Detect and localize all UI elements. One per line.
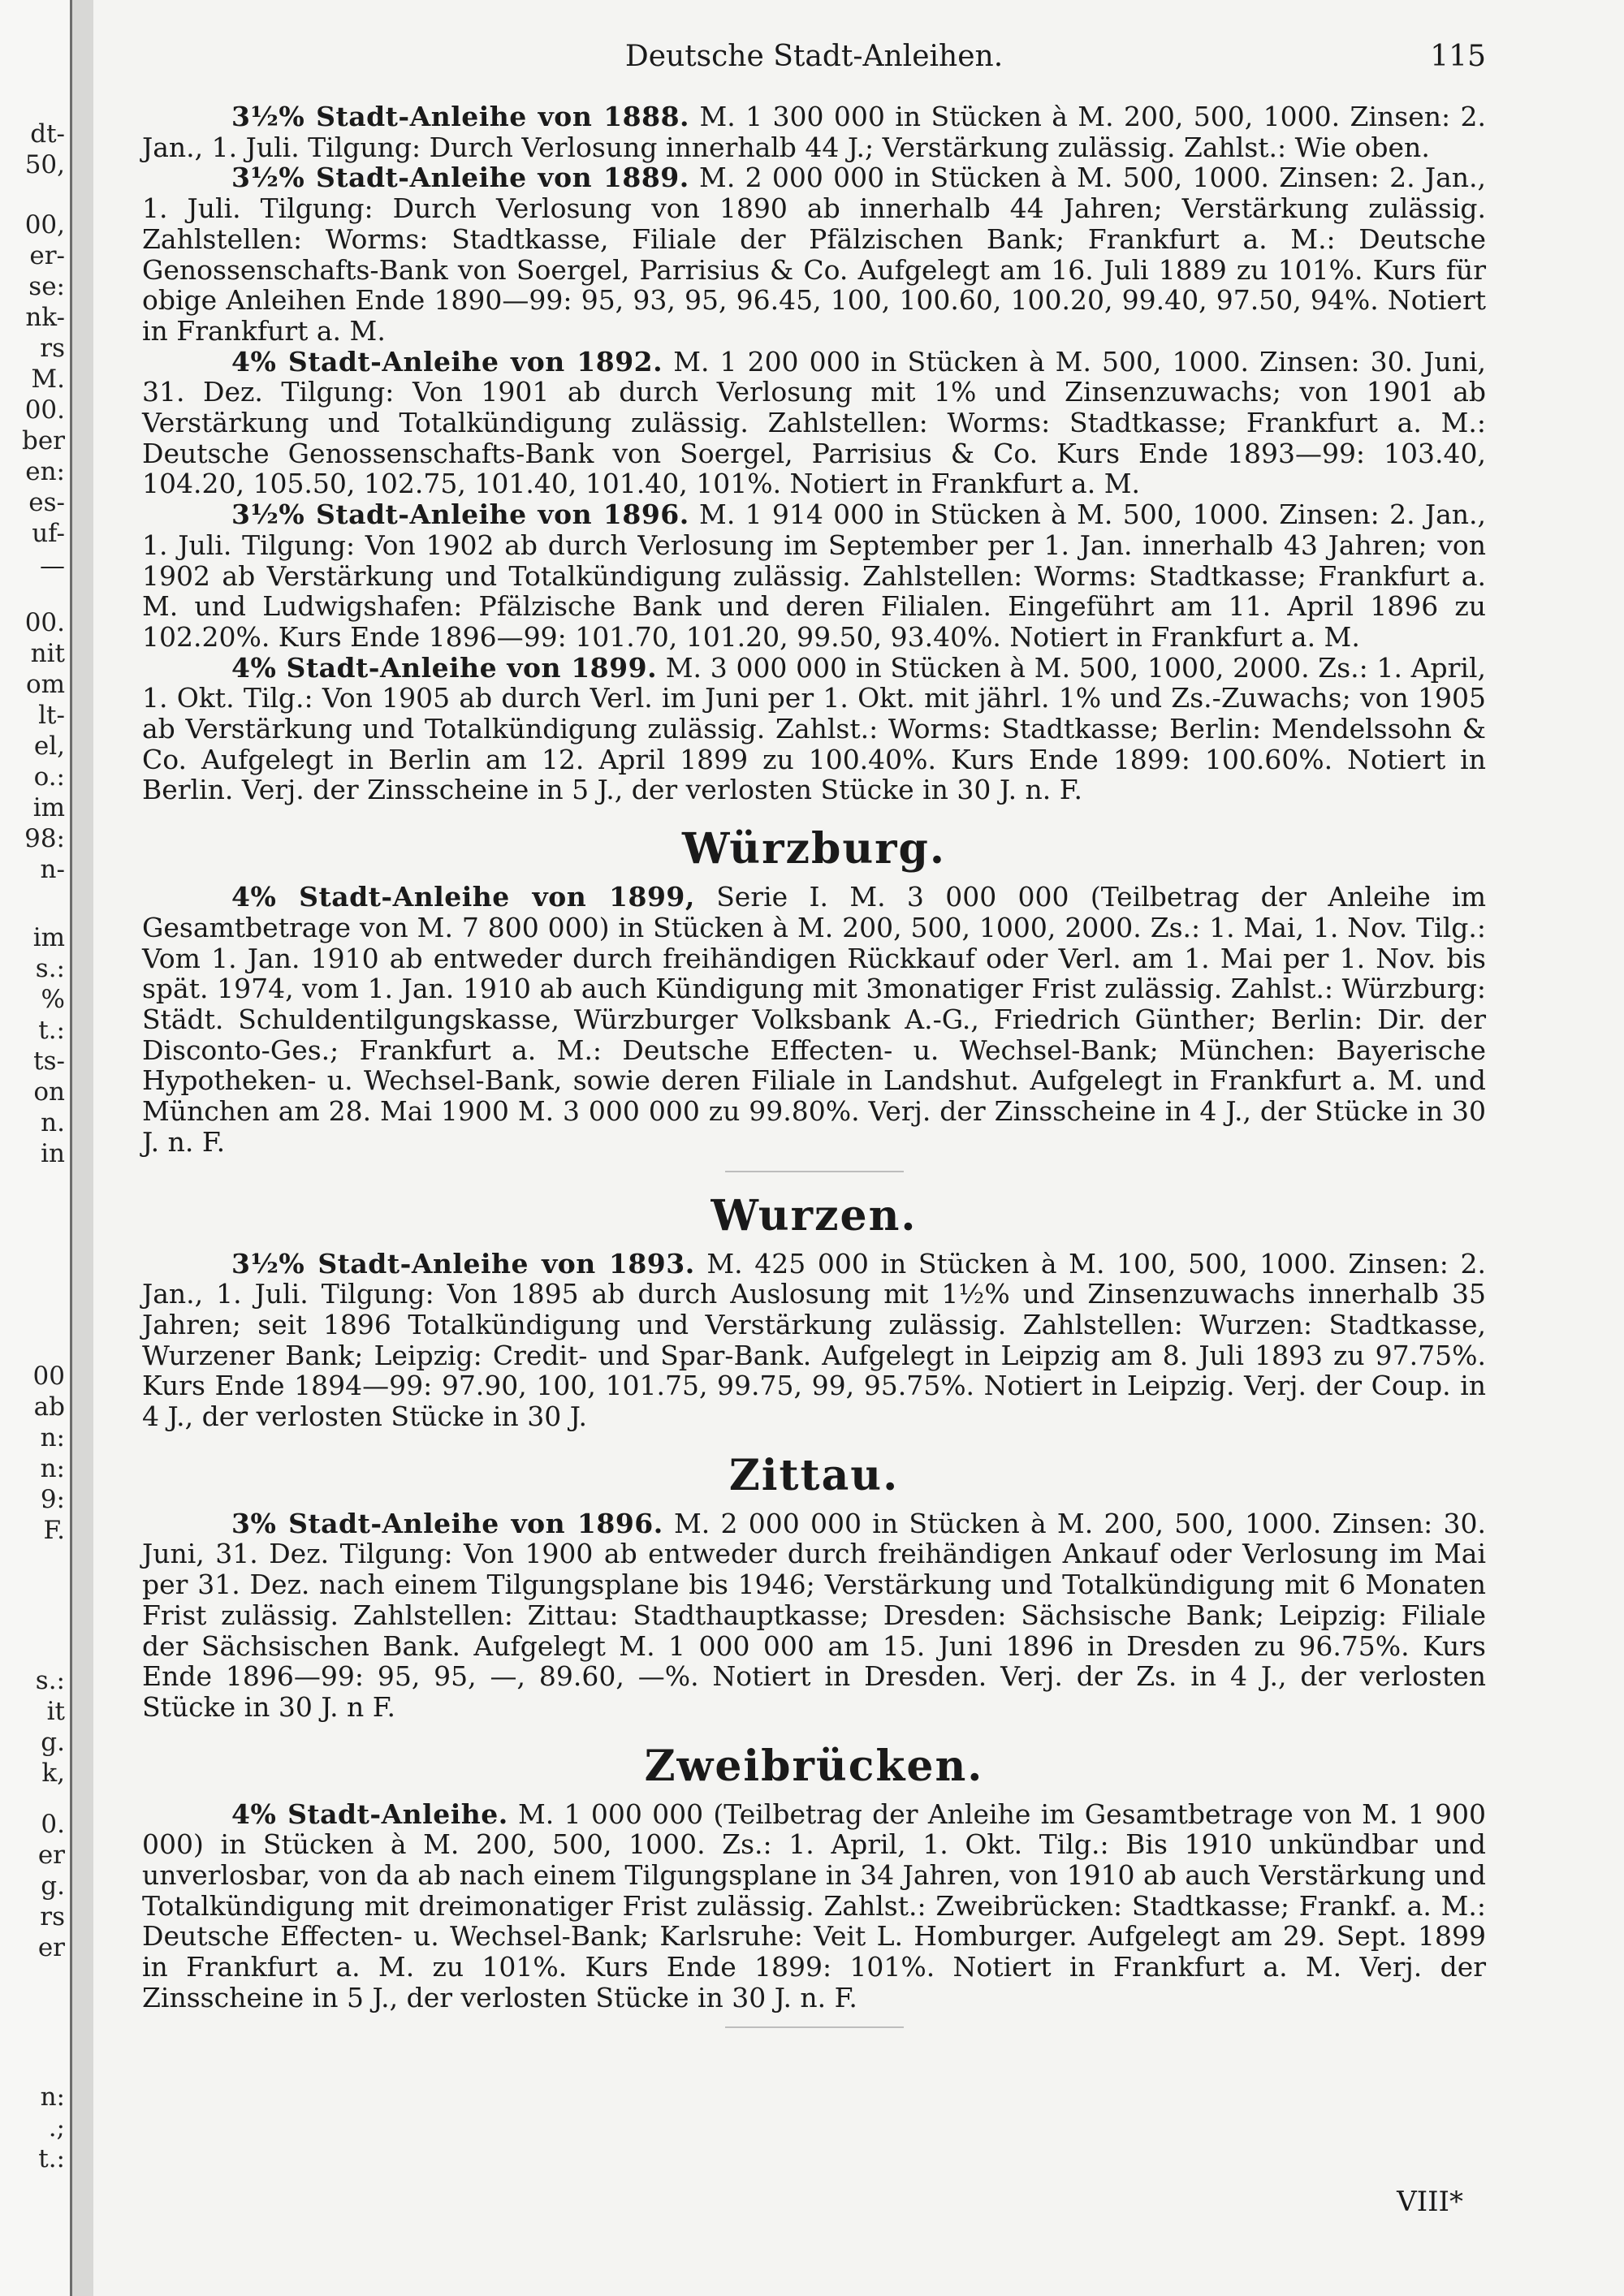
margin-fragment: er <box>37 1841 65 1870</box>
section-divider <box>725 2026 904 2028</box>
loan-heading: 4% Stadt-Anleihe von 1899, <box>231 881 695 913</box>
margin-fragment: k, <box>41 1759 65 1788</box>
margin-fragment: M. <box>31 365 65 394</box>
margin-fragment: ts- <box>33 1047 65 1076</box>
running-title: Deutsche Stadt-Anleihen. <box>624 40 1004 73</box>
section-wurzen <box>142 1190 1486 1433</box>
margin-fragment: F. <box>43 1516 65 1545</box>
adjacent-page-margin <box>0 0 72 2296</box>
margin-fragment: .; <box>48 2113 65 2143</box>
margin-fragment: o.: <box>33 762 65 792</box>
loan-entry <box>142 101 1486 162</box>
margin-fragment: n: <box>40 1454 65 1483</box>
section-wuerzburg <box>142 826 1486 1172</box>
margin-fragment: rs <box>40 334 65 363</box>
margin-fragment: it <box>46 1697 65 1726</box>
margin-fragment: g. <box>41 1871 65 1901</box>
margin-fragment: n: <box>40 1423 65 1452</box>
loan-heading: 3½% Stadt-Anleihe von 1888. <box>231 101 690 132</box>
margin-fragment: n: <box>40 2082 65 2112</box>
printer-signature: VIII* <box>1397 2186 1463 2218</box>
margin-fragment: se: <box>28 272 65 301</box>
margin-fragment: 00, <box>24 210 65 240</box>
margin-fragment: n. <box>41 1108 65 1137</box>
loan-text: M. 2 000 000 in Stücken à M. 500, 1000. Zinsen: 2. Jan., 1. Juli. Tilgung: Durch Verlosung von 1890 ab innerhalb 44 Jahren; Verstärkung zulässig. Zahlstellen: Worms: Stadtkasse, Filiale der Pfälzischen Bank; Frankfurt a. M.: Deutsche Genossenschafts-Bank von Soergel, Parrisius & Co. Aufgelegt am 16. Juli 1889 zu 101%. Kurs für obige Anleihen Ende 1890—99: 95, 93, 95, 96.45, 100, 100.60, 100.20, 99.40, 97.50, 94%. Notiert in Frankfurt a. M. <box>142 162 1486 347</box>
margin-fragment: rs <box>40 1902 65 1931</box>
loan-text: M. 1 300 000 in Stücken à M. 200, 500, 1000. Zinsen: 2. Jan., 1. Juli. Tilgung: Durch Verlosung innerhalb 44 J.; Verstärkung zulässig. Zahlst.: Wie oben. <box>142 101 1486 163</box>
margin-fragment: g. <box>41 1728 65 1757</box>
section-divider <box>725 1171 904 1172</box>
margin-fragment: 9: <box>40 1485 65 1514</box>
section-zweibruecken <box>142 1741 1487 2028</box>
loan-text: M. 425 000 in Stücken à M. 100, 500, 1000. Zinsen: 2. Jan., 1. Juli. Tilgung: Von 1895 ab durch Auslosung mit 1½% und Zinsenzuwachs innerhalb 35 Jahren; seit 1896 Totalkündigung und Verstärkung zulässig. Zahlstellen: Wurzen: Stadtkasse, Wurzener Bank; Leipzig: Credit- und Spar-Bank. Aufgelegt in Leipzig am 8. Juli 1893 zu 97.75%. Kurs Ende 1894—99: 97.90, 100, 101.75, 99.75, 99, 95.75%. Notiert in Leipzig. Verj. der Coup. in 4 J., der verlosten Stücke in 30 J. <box>142 1247 1486 1433</box>
margin-fragment: dt- <box>30 119 65 149</box>
page-gutter <box>72 0 93 2296</box>
margin-fragment: es- <box>28 488 65 517</box>
margin-fragment: er- <box>29 241 65 270</box>
margin-fragment: 00 <box>32 1362 65 1391</box>
margin-fragment: nk- <box>25 303 65 332</box>
loan-heading: 3½% Stadt-Anleihe von 1896. <box>231 498 689 531</box>
margin-fragment: 00. <box>24 395 65 425</box>
loan-heading: 4% Stadt-Anleihe von 1899. <box>231 651 658 684</box>
margin-fragment: in <box>41 1139 65 1168</box>
loan-heading: 3½% Stadt-Anleihe von 1893. <box>231 1247 695 1280</box>
margin-fragment: om <box>25 670 65 699</box>
loan-text: M. 1 914 000 in Stücken à M. 500, 1000. Zinsen: 2. Jan., 1. Juli. Tilgung: Von 1902 ab durch Verlosung im September per 1. Jan. innerhalb 43 Jahren; von 1902 ab Verstärkung und Totalkündigung zulässig. Zahlstellen: Worms: Stadtkasse; Frankfurt a. M. und Ludwigshafen: Pfälzische Bank und deren Filialen. Eingeführt am 11. April 1896 zu 102.20%. Kurs Ende 1896—99: 101.70, 101.20, 99.50, 93.40%. Notiert in Frankfurt a. M. <box>142 498 1486 653</box>
loan-text: M. 2 000 000 in Stücken à M. 200, 500, 1000. Zinsen: 30. Juni, 31. Dez. Tilgung: Von 1900 ab entweder durch freihändigen Ankauf oder Verlosung im Mai per 31. Dez. nach einem Tilgungsplane bis 1946; Verstärkung und Totalkündigung mit 6 Monaten Frist zulässig. Zahlstellen: Zittau: Stadthauptkasse; Dresden: Sächsische Bank; Leipzig: Filiale der Sächsischen Bank. Aufgelegt M. 1 000 000 am 15. Juni 1896 in Dresden zu 96.75%. Kurs Ende 1896—99: 95, 95, —, 89.60, —%. Notiert in Dresden. Verj. der Zs. in 4 J., der verlosten Stücke in 30 J. n F. <box>142 1507 1486 1723</box>
margin-fragment: 50, <box>24 150 65 179</box>
margin-fragment: uf- <box>32 519 65 548</box>
section-worms-continued <box>142 101 1486 805</box>
loan-entry <box>142 1249 1486 1432</box>
loan-entry <box>142 1799 1486 2013</box>
margin-fragment: n- <box>40 855 65 884</box>
margin-fragment: im <box>32 923 65 952</box>
loan-text: M. 3 000 000 in Stücken à M. 500, 1000, 2000. Zs.: 1. April, 1. Okt. Tilg.: Von 1905 ab durch Verl. im Juni per 1. Okt. mit jährl. 1% und Zs.-Zuwachs; von 1905 ab Verstärkung und Totalkündigung zulässig. Zahlst.: Worms: Stadtkasse; Berlin: Mendelssohn & Co. Aufgelegt in Berlin am 12. April 1899 zu 100.40%. Kurs Ende 1899: 100.60%. Notiert in Berlin. Verj. der Zinsscheine in 5 J., der verlosten Stücke in 30 J. n. F. <box>142 651 1486 806</box>
margin-fragment: nit <box>30 639 65 668</box>
margin-fragment: on <box>33 1077 65 1107</box>
loan-text: M. 1 000 000 (Teilbetrag der Anleihe im Gesamtbetrage von M. 1 900 000) in Stücken à M. 200, 500, 1000. Zs.: 1. April, 1. Okt. Tilg.: Bis 1910 unkündbar und unverlosbar, von da ab nach einem Tilgungsplane in 34 Jahren, von 1910 ab auch Verstärkung und Totalkündigung mit dreimonatiger Frist zulässig. Zahlst.: Zweibrücken: Stadtkasse; Frankf. a. M.: Deutsche Effecten- u. Wechsel-Bank; Karlsruhe: Veit L. Homburger. Aufgelegt am 29. Sept. 1899 in Frankfurt a. M. zu 101%. Kurs Ende 1899: 101%. Notiert in Frankfurt a. M. Verj. der Zinsscheine in 5 J., der verlosten Stücke in 30 J. n. F. <box>142 1798 1487 2013</box>
loan-heading: 4% Stadt-Anleihe. <box>231 1798 508 1830</box>
margin-fragment: ber <box>21 426 65 455</box>
margin-fragment: im <box>32 793 65 822</box>
loan-text: M. 1 200 000 in Stücken à M. 500, 1000. Zinsen: 30. Juni, 31. Dez. Tilgung: Von 1901 ab durch Verlosung mit 1% und Zinsenzuwachs; von 1901 ab Verstärkung und Totalkündigung zulässig. Zahlstellen: Worms: Stadtkasse; Frankfurt a. M.: Deutsche Genossenschafts-Bank von Soergel, Parrisius & Co. Kurs Ende 1893—99: 103.40, 104.20, 105.50, 102.75, 101.40, 101.40, 101%. Notiert in Frankfurt a. M. <box>142 345 1487 500</box>
loan-entry <box>142 882 1486 1157</box>
city-heading: Wurzen. <box>710 1190 918 1241</box>
page-number: 115 <box>1430 40 1486 73</box>
city-heading: Würzburg. <box>681 824 947 874</box>
margin-fragment: el, <box>33 732 65 761</box>
loan-heading: 3½% Stadt-Anleihe von 1889. <box>231 162 689 194</box>
margin-fragment: ab <box>33 1392 65 1422</box>
margin-fragment: t.: <box>38 1016 65 1045</box>
loan-entry <box>142 1508 1486 1723</box>
margin-fragment: en: <box>25 457 65 486</box>
loan-entry <box>142 653 1486 806</box>
margin-fragment: 0. <box>41 1810 65 1839</box>
margin-fragment: s.: <box>35 1666 65 1695</box>
city-heading: Zittau. <box>728 1450 900 1500</box>
margin-fragment: er <box>37 1933 65 1962</box>
margin-fragment: 98: <box>24 824 65 853</box>
loan-entry <box>142 499 1486 653</box>
margin-fragment: lt- <box>38 701 65 730</box>
margin-fragment: % <box>41 985 65 1014</box>
loan-entry <box>142 347 1486 500</box>
margin-fragment: 00. <box>24 608 65 637</box>
margin-fragment: t.: <box>38 2144 65 2173</box>
main-text <box>142 101 1486 2033</box>
section-zittau <box>142 1450 1486 1723</box>
margin-fragment: — <box>40 551 65 580</box>
loan-text: Serie I. M. 3 000 000 (Teilbetrag der Anleihe im Gesamtbetrage von M. 7 800 000) in Stücken à M. 200, 500, 1000, 2000. Zs.: 1. Mai, 1. Nov. Tilg.: Vom 1. Jan. 1910 ab entweder durch freihändigen Rückkauf oder Verl. am 1. Mai per 1. Nov. bis spät. 1974, vom 1. Jan. 1910 ab auch Kündigung mit 3monatiger Frist zulässig. Zahlst.: Würzburg: Städt. Schuldentilgungskasse, Würzburger Volksbank A.-G., Friedrich Günther; Berlin: Dir. der Disconto-Ges.; Frankfurt a. M.: Deutsche Effecten- u. Wechsel-Bank; München: Bayerische Hypotheken- u. Wechsel-Bank, sowie deren Filiale in Landshut. Aufgelegt in Frankfurt a. M. und München am 28. Mai 1900 M. 3 000 000 zu 99.80%. Verj. der Zinsscheine in 4 J., der Stücke in 30 J. n. F. <box>142 881 1486 1158</box>
margin-fragment: s.: <box>35 954 65 983</box>
city-heading: Zweibrücken. <box>644 1741 984 1791</box>
loan-entry <box>142 162 1486 346</box>
loan-heading: 3% Stadt-Anleihe von 1896. <box>231 1507 663 1539</box>
loan-heading: 4% Stadt-Anleihe von 1892. <box>231 345 663 378</box>
